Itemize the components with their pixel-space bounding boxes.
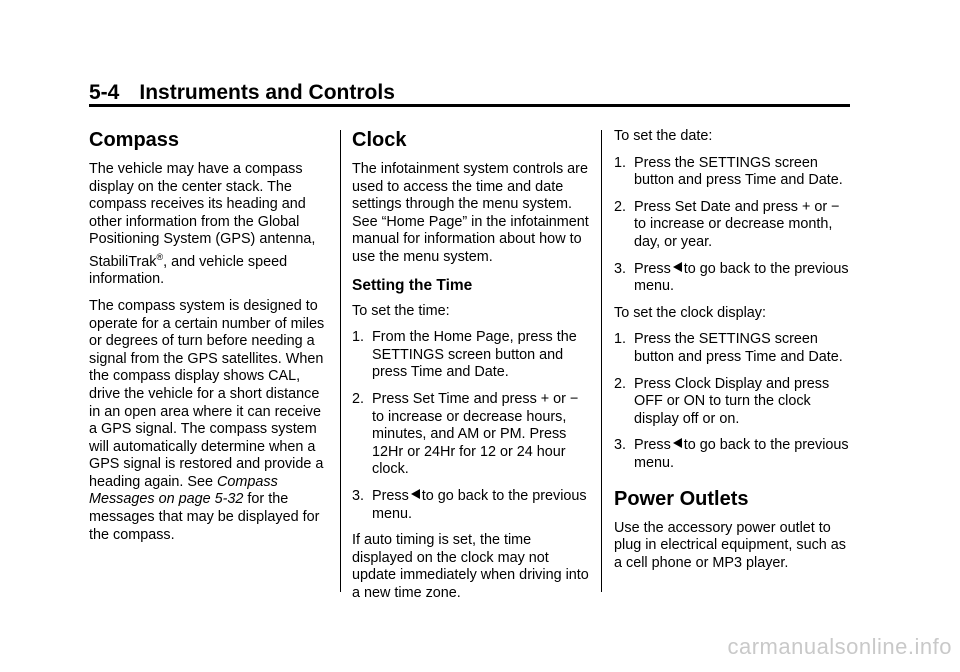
list-item [352, 488, 590, 523]
display-steps-list [614, 331, 854, 472]
step-text: Press Set Time and press + or − to increase or decrease hours, minutes, and AM or PM. Press 12Hr or 24Hr for 12 or 24 hour clock. [372, 390, 579, 478]
time-steps-list [352, 329, 590, 523]
header-rule [89, 104, 850, 107]
auto-timing-note: If auto timing is set, the time displayed on the clock may not update immediately when driving into a new time zone. [352, 532, 589, 601]
compass-messages-link[interactable]: Compass Messages on page 5-32 [89, 473, 278, 508]
back-arrow-icon [411, 489, 420, 499]
to-set-time-label: To set the time: [352, 302, 450, 319]
list-item [352, 391, 590, 479]
clock-intro: The infotainment system controls are used to access the time and date settings through the menu system. See “Home Page” in the infotainment manual for information about how to use the menu system. [352, 161, 589, 265]
step-number: 1. [614, 331, 627, 348]
step-number: 3. [352, 487, 365, 504]
page-header [89, 80, 395, 106]
step-text: to go back to the previous menu. [634, 260, 849, 295]
column-clock [352, 128, 590, 611]
step-text: Press [634, 437, 671, 454]
step-text: Press the SETTINGS screen button and press Time and Date. [634, 331, 843, 365]
step-text: Press Set Date and press + or − to increase or decrease month, day, or year. [634, 198, 840, 250]
step-number: 1. [352, 329, 365, 346]
step-text: to go back to the previous menu. [372, 487, 587, 522]
step-number: 3. [614, 437, 627, 454]
list-item [614, 331, 854, 366]
registered-mark: ® [156, 251, 164, 262]
step-number: 2. [614, 198, 627, 215]
list-item [614, 437, 854, 472]
to-set-date-label: To set the date: [614, 128, 713, 144]
list-item [614, 376, 854, 429]
list-item [614, 155, 854, 190]
list-item [614, 261, 854, 296]
compass-p2-text-a: The compass system is designed to operate for a certain number of miles or degrees of turn before needing a signal from the GPS satellites. When the compass display shows CAL, drive the vehicle for a short distance in an open area where it can receive a GPS signal. The compass system will automatically determine when a GPS signal is restored and provide a heading again. See [89, 297, 325, 490]
step-text: Press [372, 487, 409, 504]
step-text: From the Home Page, press the SETTINGS screen button and press Time and Date. [372, 329, 577, 381]
step-text: Press Clock Display and press OFF or ON to turn the clock display off or on. [634, 375, 830, 427]
column-divider-1 [340, 130, 341, 592]
list-item [614, 199, 854, 252]
list-item [352, 329, 590, 382]
to-set-display-label: To set the clock display: [614, 304, 766, 321]
compass-heading: Compass [89, 129, 180, 151]
step-text: Press [634, 260, 671, 277]
date-steps-list [614, 155, 854, 296]
step-number: 2. [352, 390, 365, 407]
compass-p1-text-b: , and vehicle speed information. [89, 253, 288, 288]
step-number: 1. [614, 154, 627, 171]
compass-p1-text-a: The vehicle may have a compass display on the center stack. The compass receives its heading and other information from the Global Positioning System (GPS) antenna, StabiliTrak [89, 161, 316, 270]
column-divider-2 [601, 130, 602, 592]
step-text: to go back to the previous menu. [634, 437, 849, 471]
step-number: 2. [614, 375, 627, 392]
compass-p2-text-b: for the messages that may be displayed for the compass. [89, 491, 320, 543]
back-arrow-icon [673, 262, 682, 272]
column-compass [89, 128, 331, 553]
setting-time-heading: Setting the Time [352, 276, 473, 294]
power-outlets-heading: Power Outlets [614, 487, 749, 510]
clock-heading: Clock [352, 129, 407, 151]
step-text: Press the SETTINGS screen button and press Time and Date. [634, 154, 843, 189]
back-arrow-icon [673, 438, 682, 448]
step-number: 3. [614, 260, 627, 277]
compass-paragraph-2 [89, 298, 331, 544]
section-title: Instruments and Controls [139, 81, 395, 104]
watermark: carmanualsonline.info [727, 634, 952, 659]
section-number: 5-4 [89, 81, 120, 104]
compass-paragraph-1 [89, 161, 331, 289]
power-outlets-text: Use the accessory power outlet to plug in electrical equipment, such as a cell phone or MP3 player. [614, 519, 846, 571]
column-date [614, 128, 854, 581]
